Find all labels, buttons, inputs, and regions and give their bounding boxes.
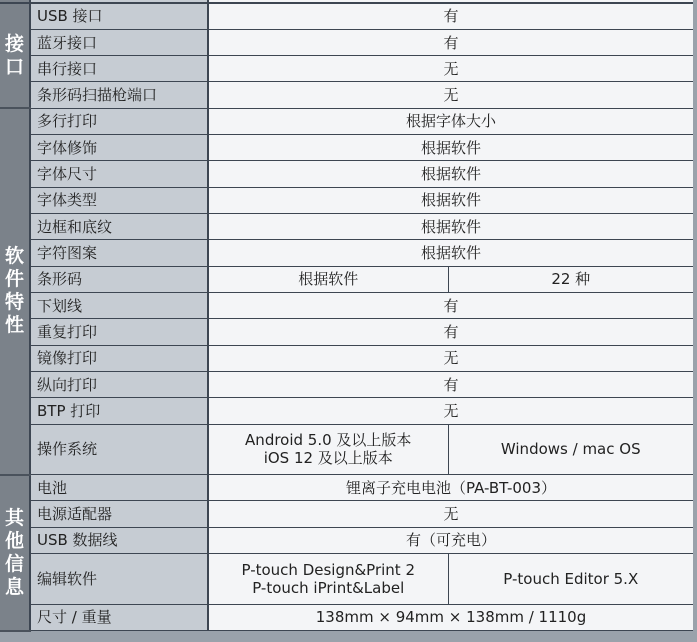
row-value: 有 (208, 371, 697, 397)
row-value-left (208, 424, 448, 475)
row-value: 无 (208, 501, 697, 527)
row-value: 无 (208, 56, 697, 82)
spec-row (0, 424, 697, 475)
row-label: 电源适配器 (30, 501, 208, 527)
row-label: 条形码 (30, 266, 208, 292)
spec-row (0, 292, 697, 318)
row-label: BTP 打印 (30, 398, 208, 424)
spec-row (0, 214, 697, 240)
row-value-right: 22 种 (448, 266, 697, 292)
row-value: 138mm × 94mm × 138mm / 1110g (208, 604, 697, 630)
row-label: 字符图案 (30, 240, 208, 266)
row-label: 重复打印 (30, 319, 208, 345)
row-value-left: 根据软件 (208, 266, 448, 292)
row-label: 多行打印 (30, 108, 208, 134)
row-label: 编辑软件 (30, 554, 208, 605)
row-label: 字体尺寸 (30, 161, 208, 187)
spec-row (0, 371, 697, 397)
row-value: 根据字体大小 (208, 108, 697, 134)
spec-row (0, 319, 697, 345)
row-value: 根据软件 (208, 161, 697, 187)
row-value: 有（可充电） (208, 527, 697, 553)
row-value-right: P-touch Editor 5.X (448, 554, 697, 605)
group-other: 其他信息 (0, 475, 30, 631)
editor-line-2: P-touch iPrint&Label (252, 578, 405, 597)
row-value: 有 (208, 29, 697, 55)
spec-row (0, 266, 697, 292)
bottom-strip (0, 631, 697, 642)
spec-row (0, 108, 697, 134)
row-value: 有 (208, 319, 697, 345)
row-label: 串行接口 (30, 56, 208, 82)
spec-row (0, 135, 697, 161)
os-line-1: Android 5.0 及以上版本 (245, 431, 412, 450)
row-value-left (208, 554, 448, 605)
spec-row (0, 475, 697, 501)
row-label: USB 数据线 (30, 527, 208, 553)
row-value: 无 (208, 398, 697, 424)
row-value: 有 (208, 292, 697, 318)
spec-row (0, 554, 697, 605)
group-software: 软件特性 (0, 108, 30, 474)
row-value: 有 (208, 3, 697, 29)
spec-row (0, 82, 697, 108)
row-value: 根据软件 (208, 214, 697, 240)
spec-row (0, 398, 697, 424)
row-value: 无 (208, 82, 697, 108)
row-label: 镜像打印 (30, 345, 208, 371)
spec-row (0, 345, 697, 371)
spec-row (0, 3, 697, 29)
os-line-2: iOS 12 及以上版本 (263, 449, 393, 468)
row-value: 根据软件 (208, 187, 697, 213)
spec-row (0, 240, 697, 266)
spec-row (0, 29, 697, 55)
row-label: 字体修饰 (30, 135, 208, 161)
row-value-right: Windows / mac OS (448, 424, 697, 475)
row-label: 条形码扫描枪端口 (30, 82, 208, 108)
spec-row (0, 161, 697, 187)
group-interface: 接口 (0, 3, 30, 108)
row-label: 蓝牙接口 (30, 29, 208, 55)
row-value: 无 (208, 345, 697, 371)
row-label: 字体类型 (30, 187, 208, 213)
row-value: 根据软件 (208, 240, 697, 266)
row-label: 操作系统 (30, 424, 208, 475)
spec-row (0, 187, 697, 213)
spec-row (0, 527, 697, 553)
row-label: 电池 (30, 475, 208, 501)
row-label: 尺寸 / 重量 (30, 604, 208, 630)
row-value: 锂离子充电电池（PA-BT-003） (208, 475, 697, 501)
spec-row (0, 604, 697, 630)
row-label: 边框和底纹 (30, 214, 208, 240)
row-label: 下划线 (30, 292, 208, 318)
spec-row (0, 56, 697, 82)
spec-row (0, 501, 697, 527)
row-label: USB 接口 (30, 3, 208, 29)
editor-line-1: P-touch Design&Print 2 (241, 560, 416, 579)
row-value: 根据软件 (208, 135, 697, 161)
row-label: 纵向打印 (30, 371, 208, 397)
